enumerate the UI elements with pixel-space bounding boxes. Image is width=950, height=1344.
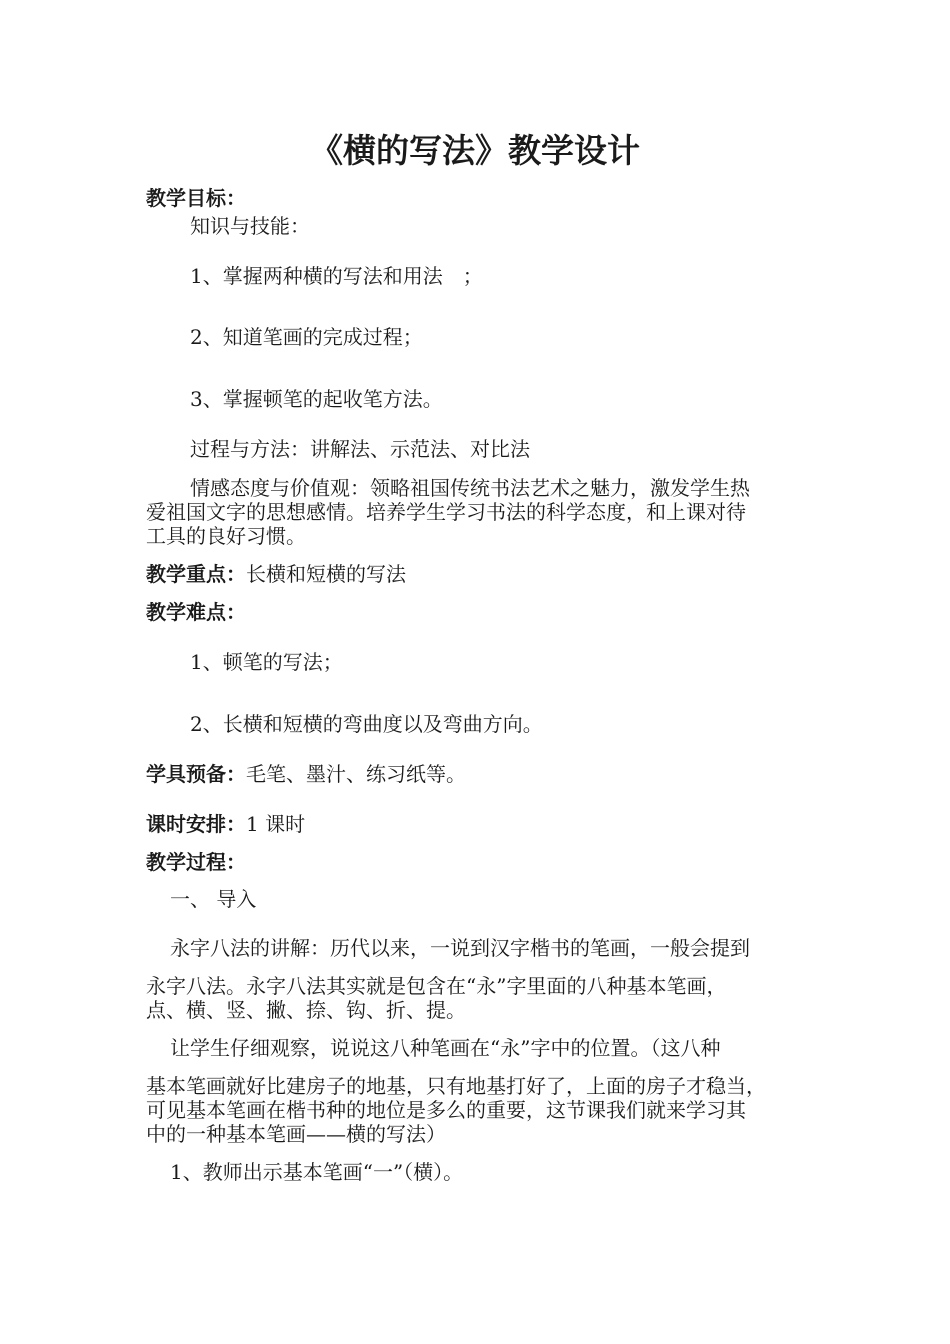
schedule-heading: 课时安排： xyxy=(146,812,246,836)
paragraph-line: 基本笔画就好比建房子的地基，只有地基打好了，上面的房子才稳当， xyxy=(146,1074,766,1098)
process-heading: 教学过程： xyxy=(146,850,246,874)
tools xyxy=(146,762,466,786)
section-heading: 一、 导入 xyxy=(170,887,257,911)
difficulty-item: 2、长横和短横的弯曲度以及弯曲方向。 xyxy=(190,712,543,736)
knowledge-label: 知识与技能： xyxy=(190,214,310,238)
paragraph-line: 可见基本笔画在楷书种的地位是多么的重要，这节课我们就来学习其 xyxy=(146,1098,746,1122)
paragraph-line: 永字八法的讲解：历代以来，一说到汉字楷书的笔画，一般会提到 xyxy=(170,936,750,960)
schedule-text: 1 课时 xyxy=(246,812,306,836)
objective-item: 3、掌握顿笔的起收笔方法。 xyxy=(190,387,443,411)
key-point xyxy=(146,562,406,586)
paragraph-line: 永字八法。永字八法其实就是包含在“永”字里面的八种基本笔画， xyxy=(146,974,727,998)
tools-heading: 学具预备： xyxy=(146,762,246,786)
document-title: 《横的写法》教学设计 xyxy=(310,131,640,170)
process-method: 过程与方法：讲解法、示范法、对比法 xyxy=(190,437,530,461)
emotion-line: 情感态度与价值观：领略祖国传统书法艺术之魅力，激发学生热 xyxy=(190,476,750,500)
schedule xyxy=(146,812,305,836)
difficulty-heading: 教学难点： xyxy=(146,600,246,624)
paragraph-line: 让学生仔细观察，说说这八种笔画在“永”字中的位置。（这八种 xyxy=(170,1036,721,1060)
key-point-heading: 教学重点： xyxy=(146,562,246,586)
emotion-line: 工具的良好习惯。 xyxy=(146,524,306,548)
key-point-text: 长横和短横的写法 xyxy=(246,562,406,586)
emotion-line: 爱祖国文字的思想感情。培养学生学习书法的科学态度，和上课对待 xyxy=(146,500,746,524)
objectives-heading: 教学目标： xyxy=(146,186,246,210)
paragraph-line: 中的一种基本笔画——横的写法） xyxy=(146,1122,446,1146)
paragraph-line: 点、横、竖、撇、捺、钩、折、提。 xyxy=(146,998,466,1022)
objective-item: 1、掌握两种横的写法和用法 ； xyxy=(190,264,483,288)
step-item: 1、教师出示基本笔画“一”（横）。 xyxy=(170,1160,464,1184)
objective-item: 2、知道笔画的完成过程； xyxy=(190,325,423,349)
difficulty-item: 1、顿笔的写法； xyxy=(190,650,343,674)
tools-text: 毛笔、墨汁、练习纸等。 xyxy=(246,762,466,786)
